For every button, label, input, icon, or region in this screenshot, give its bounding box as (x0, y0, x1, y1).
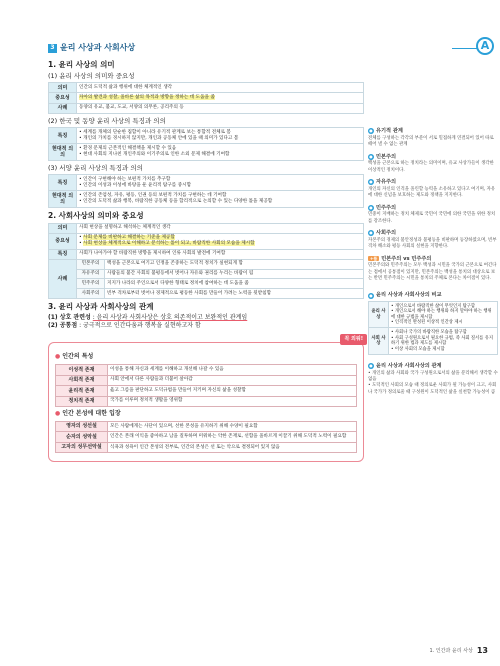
bullet-icon: ● (55, 410, 61, 418)
row-value: 국가를 이루며 정치적 생활을 영위함 (108, 396, 357, 407)
human-traits-table (55, 364, 357, 407)
note-title-text: 유기적 관계 (376, 128, 403, 134)
case-key: 사회주의 (77, 289, 105, 299)
list-item: • 개인의 삶과 사회와 국가 구성원으로서의 삶을 분리해서 생각할 수 없음 (368, 371, 498, 384)
section-number: 3 (48, 44, 57, 53)
list-item: • 세계를 개체의 단순한 집합이 아니라 유기적 관계로 보는 통합적 전체로 봄 (79, 130, 361, 136)
relation-line-1 (48, 314, 364, 322)
highlight-text: 사회 문제를 비판하고 해결하는 기준을 제공함 (83, 235, 175, 241)
table-row (369, 302, 498, 328)
note-title (368, 292, 498, 299)
list-item: • 인간의 존엄성, 자유, 평등, 인권 등의 보편적 가치를 구현하는 데 기여함 (79, 193, 361, 199)
note-title (368, 179, 498, 186)
list-item: • 인격적인 완성된 이상적 인간상 제시 (391, 320, 495, 326)
relation-text: : 윤리 사상과 사회사상은 상호 의존적이고 보완적인 관계임 (92, 313, 248, 321)
highlight-text: 자아의 발견과 성찰, 올바른 삶의 목적과 방향을 정하는 데 도움을 줌 (79, 95, 215, 101)
row-value: 백성을 근본으로 여기고 인정을 존중하는 도덕적 정치가 실현되게 함 (105, 259, 364, 269)
row-value: 사회가 나아가야 할 바람직한 방향을 제시하여 인류 사회의 발전에 기여함 (77, 249, 364, 259)
east-ethics-table (48, 127, 364, 161)
key-title-1 (55, 353, 357, 361)
note-democracy (368, 205, 498, 226)
note-title-text: 윤리 사상과 사회사상의 비교 (376, 292, 442, 299)
note-title (368, 154, 498, 161)
table-row (49, 175, 364, 191)
note-text: 전체를 구성하는 각각의 부분이 서로 밀접하게 연결되어 있어 따로 떼어 낼 수 없는 관계 (368, 135, 494, 148)
list-item (79, 241, 361, 247)
row-value: 지지가 나라의 주인으로서 다양한 형태로 정치에 참여하는 데 도움을 줌 (105, 279, 364, 289)
note-icon: ● (369, 153, 373, 159)
relation-line-2 (48, 322, 364, 330)
table-row (56, 442, 357, 453)
row-key: 의미 (49, 83, 77, 93)
note-text: 자본주의 경제의 불안정성과 불평등을 비판하며 등장하였으며, 빈부 격차 해소와 평등 사회의 실현을 지향한다. (368, 237, 497, 250)
table-row (49, 279, 364, 289)
note-title-text: 민주주의 (376, 204, 397, 211)
heading-2: 2. 사회사상의 의미와 중요성 (48, 210, 144, 220)
row-value: 식욕과 성욕이 인간 본성의 전부로, 인간의 본성은 선 또는 악으로 결정되어 있지 않음 (108, 442, 357, 453)
table-row (49, 103, 364, 113)
table-row (369, 328, 498, 354)
row-value (389, 328, 498, 354)
key-title-2 (55, 410, 357, 418)
table-row (49, 269, 364, 279)
note-compare (368, 256, 498, 283)
list-item: • 개인의 가치를 경시하지 않지만, 개인과 공동체 안에 있을 때 의미가 있다고 봄 (79, 136, 361, 142)
note-icon: ● (369, 230, 373, 236)
row-value: 옳고 그름을 판단하고 도덕규범을 만들어 지키며 자신의 삶을 성찰함 (108, 386, 357, 397)
note-title (368, 230, 498, 237)
plus-tag: +플 (370, 256, 378, 262)
note-title-text: 사회주의 (376, 230, 397, 236)
subheading-1-2: (2) 한국 및 동양 윤리 사상의 특징과 의의 (48, 117, 166, 126)
list-item: • 현대 사회의 지나친 개인주의와 이기주의로 인한 소외 문제 해결에 기여함 (79, 152, 361, 158)
table-row (49, 223, 364, 233)
note-title (368, 205, 498, 212)
human-nature-table (55, 421, 357, 454)
row-value: 사회 안에서 다른 사람들과 더불어 살아감 (108, 375, 357, 386)
relation-text: : 궁극적으로 인간다움과 행복을 실현하고자 함 (79, 322, 201, 330)
note-title-text: 민본주의 (376, 153, 397, 160)
note-text: 민중이 지배하는 정치 체제로 국민이 국민에 의한 국민을 위한 정치를 강조한다. (368, 212, 496, 224)
list-item: • 도덕적인 사회의 모습 때 정의로운 사회가 될 가능성이 크고, 사회나 국가가 정의로울 때 구성원이 도덕적인 삶을 실천할 가능성이 큼 (368, 383, 498, 396)
subheading-1-3: (3) 서양 윤리 사상의 특징과 의의 (48, 163, 143, 172)
note-icon: ● (369, 292, 373, 298)
page-number: 13 (476, 645, 488, 655)
relation-label: (1) 상호 관련성 (48, 313, 91, 321)
row-key: 중요성 (49, 93, 77, 103)
row-key: 중요성 (49, 233, 77, 249)
note-title-text: 윤리 사상과 사회사상의 관계 (376, 362, 442, 369)
row-key: 특징 (49, 175, 77, 191)
note-title (368, 363, 498, 370)
row-value: 빈부 격차로부터 벗어나 경제적으로 평등한 사회를 만들어 가려는 노력을 뒷받침함 (105, 289, 364, 299)
list-item: • 이상 사회의 모습을 제시함 (391, 347, 495, 353)
note-title-text: 민본주의 vs 민주주의 (381, 255, 432, 262)
table-row (49, 93, 364, 103)
note-icon: ● (369, 204, 373, 210)
main-column (48, 42, 364, 462)
key-title-text: 인간의 특성 (62, 353, 94, 361)
case-key: 민본주의 (77, 259, 105, 269)
row-key: 이성적 존재 (56, 365, 108, 376)
row-key: 순자의 성악설 (56, 432, 108, 443)
table-row (56, 386, 357, 397)
row-key: 사회적 존재 (56, 375, 108, 386)
note-liberalism (368, 179, 498, 200)
table-row (56, 396, 357, 407)
note-icon: ● (369, 363, 373, 369)
section-title-text: 윤리 사상과 사회사상 (60, 42, 136, 52)
table-row (49, 144, 364, 161)
row-key: 현대적 의의 (49, 144, 77, 161)
heading-1: 1. 윤리 사상의 의미 (48, 60, 115, 69)
key-box (48, 336, 364, 462)
note-icon: ● (369, 179, 373, 185)
table-row (49, 289, 364, 299)
row-key: 현대적 의의 (49, 191, 77, 208)
list-item: • 사회나 국가의 바람직한 모습을 탐구함 (391, 330, 495, 336)
row-value: 사회 현상을 설명하고 해석하는 체계적인 생각 (77, 223, 364, 233)
row-value (389, 302, 498, 328)
row-key: 의미 (49, 223, 77, 233)
row-value: 이성을 통해 자신과 세계를 이해하고 개선해 나갈 수 있음 (108, 365, 357, 376)
key-title-text: 인간 본성에 대한 입장 (62, 410, 121, 418)
relation-label: (2) 공통점 (48, 322, 78, 330)
table-row (49, 233, 364, 249)
table-row (49, 83, 364, 93)
list-item: • 사회 구성원으로서 필요한 규범, 즉 사회 질서를 유지하기 위한 법과 제도를 제시함 (391, 336, 495, 347)
row-key: 사례 (49, 259, 77, 298)
subheading-1-1: (1) 윤리 사상의 의미와 중요성 (48, 71, 135, 80)
row-key: 윤리 사상 (369, 302, 389, 328)
note-title (368, 128, 498, 135)
section-title (48, 42, 364, 54)
list-item: • 환경 문제의 근본적인 해결책을 제시할 수 있음 (79, 146, 361, 152)
table-row (56, 365, 357, 376)
note-relation (368, 363, 498, 396)
row-value: 모든 사람에게는 사단이 있으며, 선한 본성을 유지하기 위해 수양이 필요함 (108, 421, 357, 432)
row-value: 인간은 본래 이익을 좋아하고 남을 질투하며 미워하는 악한 존재로, 선함을 올바르게 이끌기 위해 도덕적 노력이 필요함 (108, 432, 357, 443)
relation-list (368, 371, 498, 397)
table-row (49, 259, 364, 269)
note-icon: ● (369, 128, 373, 134)
row-key: 특징 (49, 249, 77, 259)
table-row (56, 432, 357, 443)
row-value: 인간의 도덕적 삶과 행위에 대한 체계적인 생각 (77, 83, 364, 93)
row-value: 사람들의 불간 사회의 불평등에서 벗어나 자유와 권리를 누리는 바람이 됨 (105, 269, 364, 279)
chapter-label: 1. 인간과 윤리 사상 (429, 647, 473, 654)
case-key: 민주주의 (77, 279, 105, 289)
heading-3: 3. 윤리 사상과 사회사상의 관계 (48, 301, 154, 311)
row-value (77, 191, 364, 208)
row-value (77, 175, 364, 191)
table-row (49, 128, 364, 144)
row-value: 동양의 유교, 불교, 도교, 서양의 의무론, 공리주의 등 (77, 103, 364, 113)
note-title-text: 자유주의 (376, 179, 397, 185)
row-key: 특징 (49, 128, 77, 144)
page-footer (430, 646, 489, 656)
note-title (368, 256, 498, 263)
list-item: • 인간의 이성과 이성에 바탕을 둔 윤리적 탐구를 중시함 (79, 183, 361, 189)
table-row (56, 375, 357, 386)
row-key: 영자의 성선설 (56, 421, 108, 432)
list-item: • 인간의 도덕적 삶과 행복, 바람직한 공동체 등을 합리적으로 논의할 수 있는 다양한 틀을 제공함 (79, 199, 361, 205)
note-socialism (368, 230, 498, 251)
row-key: 정치적 존재 (56, 396, 108, 407)
bullet-icon: ● (55, 353, 61, 361)
note-text: 백성을 근본으로 하는 정치라는 의미이며, 유교 사상가들이 생각한 이상적인 정치이다. (368, 161, 494, 173)
note-text: 개인의 자신의 인격을 올린할 능력을 소유하고 있다고 여기며, 자유에 대한 신념을 보호하는 제도와 정책을 지지한다. (368, 186, 496, 199)
list-item: • 인간이 구현해야 하는 보편적 가치를 추구함 (79, 177, 361, 183)
memorize-badge: 꼭 외워! (340, 334, 367, 345)
section-badge-a: A (476, 37, 494, 55)
table-row (49, 249, 364, 259)
list-item: • 개인으로서 해야 하는 행위와 하지 말아야 하는 행위에 대한 규범을 제시함 (391, 309, 495, 320)
row-key: 사례 (49, 103, 77, 113)
list-item: • 개인으로서 바람직한 삶이 무엇인지 탐구함 (391, 304, 495, 310)
table-row (49, 191, 364, 208)
row-value (77, 128, 364, 144)
note-organic (368, 128, 498, 149)
social-thought-table (48, 223, 364, 299)
row-value (77, 144, 364, 161)
row-key: 고자의 성무선악설 (56, 442, 108, 453)
ethics-meaning-table (48, 82, 364, 114)
comparison-table (368, 301, 498, 355)
row-key: 윤리적 존재 (56, 386, 108, 397)
case-key: 자유주의 (77, 269, 105, 279)
west-ethics-table (48, 174, 364, 208)
table-row (56, 421, 357, 432)
highlight-text: 사회 현상을 체계적으로 이해하고 분석하는 틀이 되고, 바람직한 사회의 모습을 제시함 (83, 241, 255, 247)
row-value (77, 233, 364, 249)
row-key: 사회 사상 (369, 328, 389, 354)
side-column (368, 128, 498, 401)
note-comparison-table (368, 292, 498, 354)
note-text: 민본주의와 민주주의는 모두 백성과 시민을 국가의 근본으로 여긴다는 점에서 공통점이 있지만, 민본주의는 백성을 통치의 대상으로 보는 반면 민주주의는 시민을 통치의 주체로 본다는 차이점이 있다. (368, 263, 497, 281)
note-minbon (368, 154, 498, 175)
row-value (77, 93, 364, 103)
